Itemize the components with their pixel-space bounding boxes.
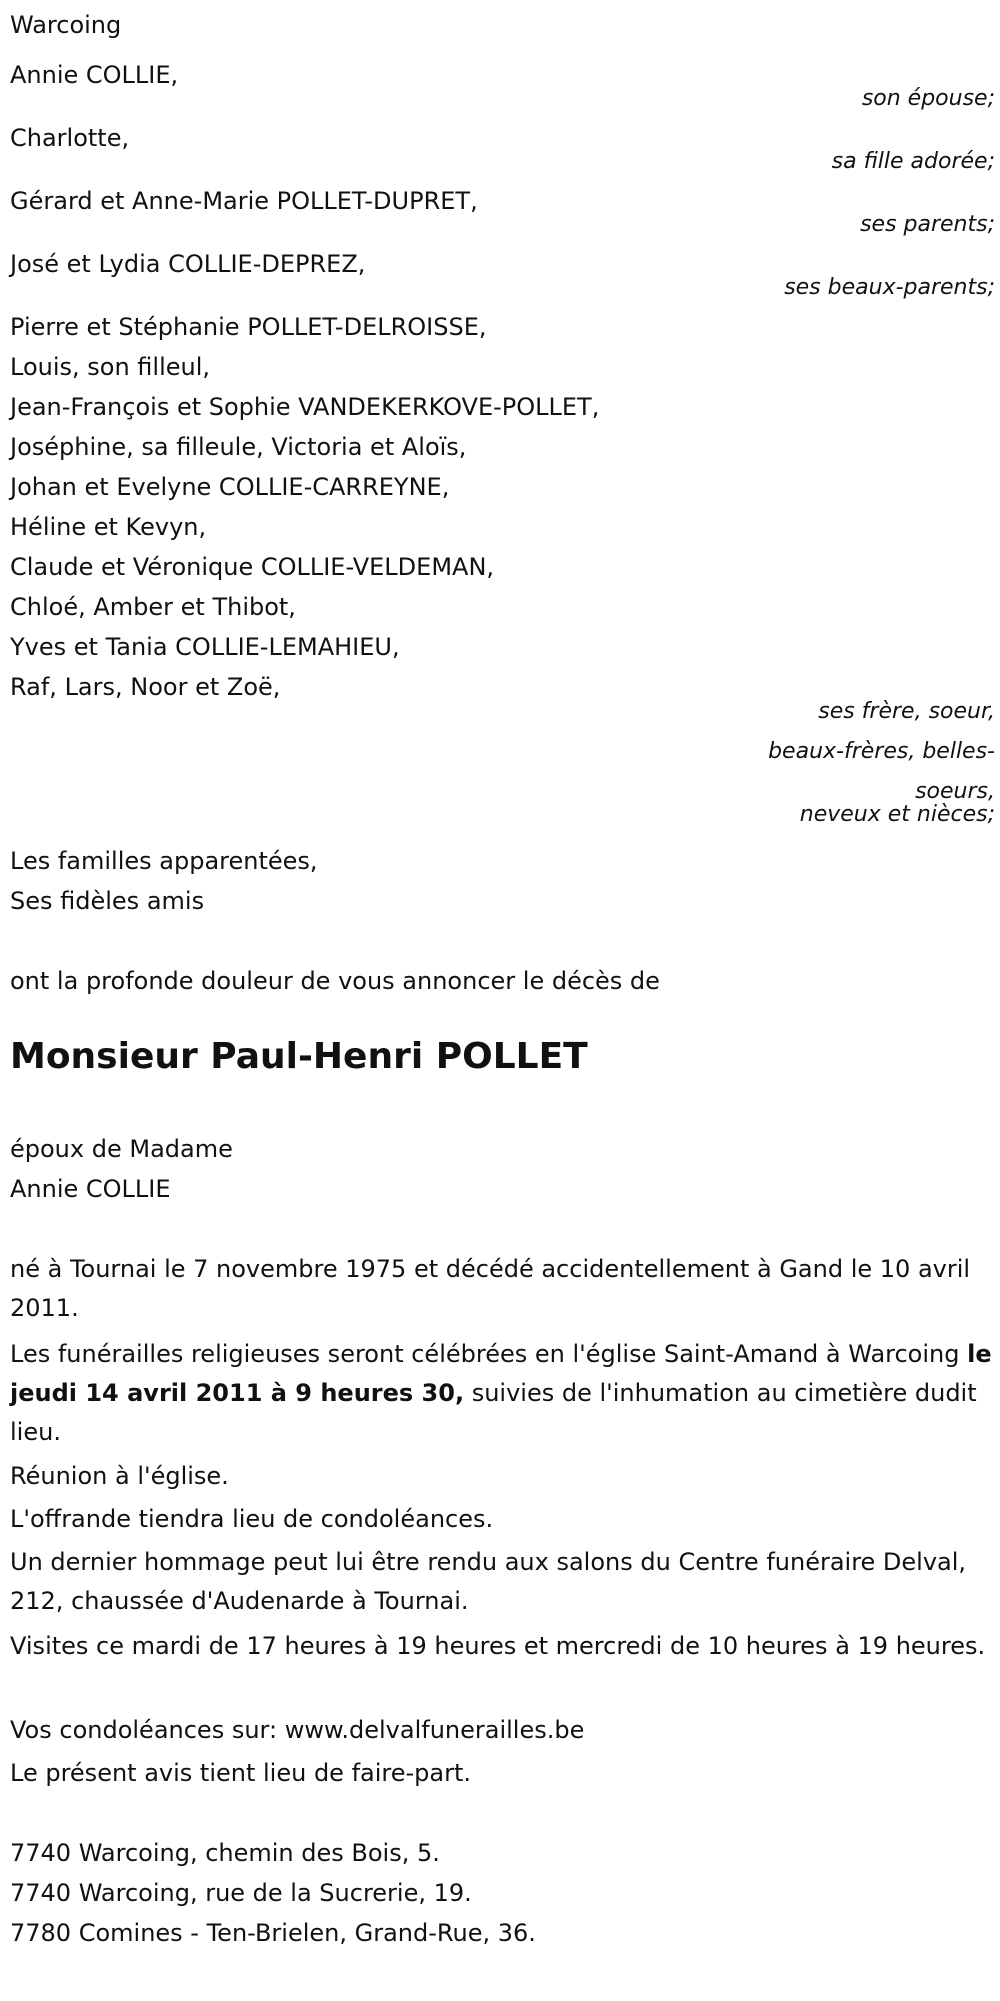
sibling-line: Héline et Kevyn, bbox=[10, 513, 207, 541]
sibling-line: Louis, son filleul, bbox=[10, 353, 211, 381]
family-role-in-laws: ses beaux-parents; bbox=[784, 275, 995, 300]
birth-death-paragraph: né à Tournai le 7 novembre 1975 et décédé accidentellement à Gand le 10 avril 2011. bbox=[10, 1255, 971, 1322]
address-line: 7740 Warcoing, rue de la Sucrerie, 19. bbox=[10, 1879, 472, 1907]
family-name-parents: Gérard et Anne-Marie POLLET-DUPRET, bbox=[10, 187, 478, 215]
family-name-daughter: Charlotte, bbox=[10, 124, 130, 152]
deceased-name: Monsieur Paul-Henri POLLET bbox=[10, 1036, 588, 1077]
visits-paragraph: Visites ce mardi de 17 heures à 19 heures et mercredi de 10 heures à 19 heures. bbox=[10, 1632, 986, 1660]
condolences-paragraph: Vos condoléances sur: www.delvalfunerailles.be bbox=[10, 1716, 585, 1744]
siblings-role-line: beaux-frères, belles- bbox=[768, 739, 995, 764]
spouse-line: Annie COLLIE bbox=[10, 1175, 171, 1203]
family-role-daughter: sa fille adorée; bbox=[831, 149, 995, 174]
family-name-spouse: Annie COLLIE, bbox=[10, 61, 179, 89]
spouse-line: époux de Madame bbox=[10, 1135, 233, 1163]
family-name-in-laws: José et Lydia COLLIE-DEPREZ, bbox=[10, 250, 366, 278]
sibling-line: Joséphine, sa filleule, Victoria et Aloïs, bbox=[10, 433, 467, 461]
sibling-line: Pierre et Stéphanie POLLET-DELROISSE, bbox=[10, 313, 487, 341]
funeral-paragraph bbox=[10, 1335, 995, 1452]
funeral-text-before: Les funérailles religieuses seront célébrées en l'église Saint-Amand à Warcoing bbox=[10, 1340, 968, 1368]
family-role-spouse: son épouse; bbox=[861, 86, 995, 111]
address-line: 7780 Comines - Ten-Brielen, Grand-Rue, 36. bbox=[10, 1919, 536, 1947]
address-line: 7740 Warcoing, chemin des Bois, 5. bbox=[10, 1839, 440, 1867]
sibling-line: Johan et Evelyne COLLIE-CARREYNE, bbox=[10, 473, 450, 501]
family-role-parents: ses parents; bbox=[860, 212, 995, 237]
siblings-role-line: neveux et nièces; bbox=[799, 802, 995, 827]
siblings-role-line: ses frère, soeur, bbox=[818, 699, 995, 724]
header-place: Warcoing bbox=[10, 11, 122, 39]
sibling-line: Yves et Tania COLLIE-LEMAHIEU, bbox=[10, 633, 400, 661]
siblings-role-line: soeurs, bbox=[915, 779, 995, 804]
funeral-text-after: suivies de l'inhumation au cimetière dudit lieu. bbox=[10, 1379, 977, 1446]
homage-paragraph: Un dernier hommage peut lui être rendu aux salons du Centre funéraire Delval, 212, chaussée d'Audenarde à Tournai. bbox=[10, 1548, 967, 1615]
sibling-line: Jean-François et Sophie VANDEKERKOVE-POLLET, bbox=[10, 393, 600, 421]
sibling-line: Raf, Lars, Noor et Zoë, bbox=[10, 673, 281, 701]
others-line: Ses fidèles amis bbox=[10, 887, 205, 915]
meeting-paragraph: Réunion à l'église. bbox=[10, 1462, 229, 1490]
funeral-date-time: le jeudi 14 avril 2011 à 9 heures 30, bbox=[10, 1340, 992, 1407]
others-line: Les familles apparentées, bbox=[10, 847, 318, 875]
sibling-line: Claude et Véronique COLLIE-VELDEMAN, bbox=[10, 553, 495, 581]
announcement: ont la profonde douleur de vous annoncer le décès de bbox=[10, 967, 660, 995]
sibling-line: Chloé, Amber et Thibot, bbox=[10, 593, 296, 621]
offering-paragraph: L'offrande tiendra lieu de condoléances. bbox=[10, 1505, 494, 1533]
notice-paragraph: Le présent avis tient lieu de faire-part. bbox=[10, 1759, 472, 1787]
